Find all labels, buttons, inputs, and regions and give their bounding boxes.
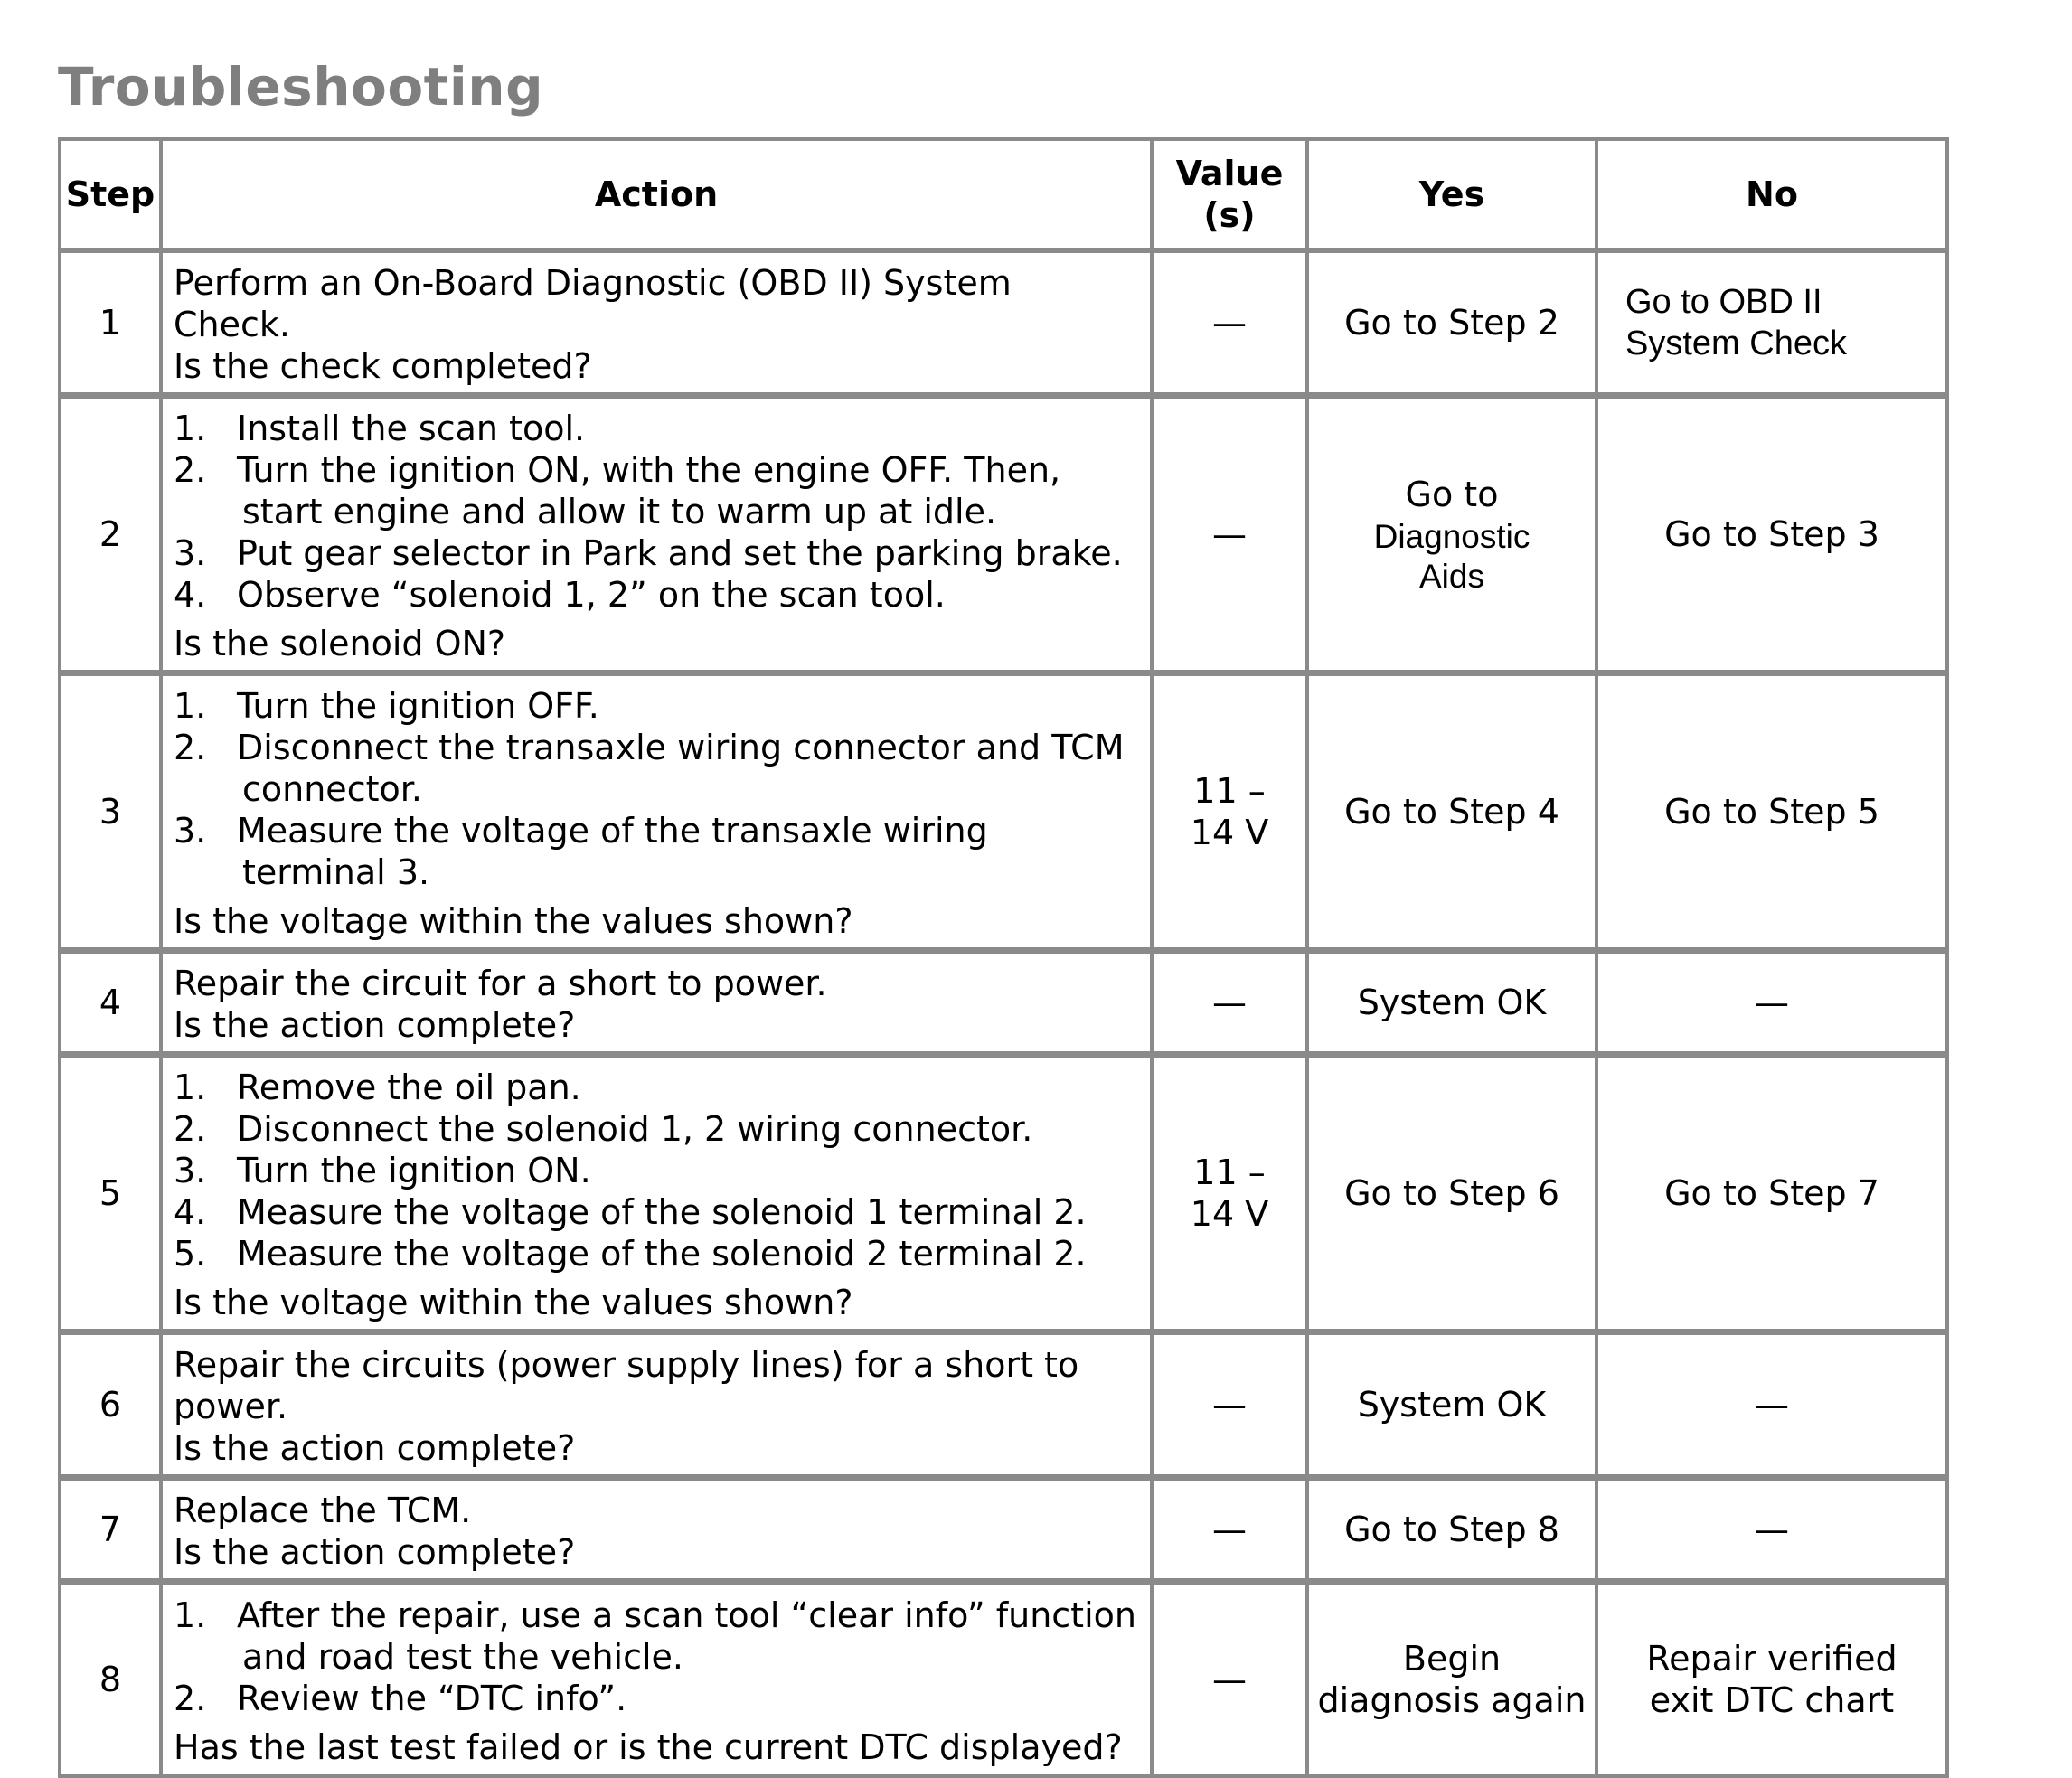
table-row: [61, 1335, 1945, 1481]
action-question: Is the voltage within the values shown?: [174, 901, 853, 941]
step-index: 1.: [174, 1595, 207, 1635]
action-steps-list: [174, 1595, 1143, 1719]
action-step: [174, 408, 1143, 449]
no-cell: [1598, 1585, 1945, 1774]
no-line: Repair verified: [1646, 1639, 1898, 1679]
action-cell: [163, 1585, 1154, 1774]
action-step: [174, 1191, 1143, 1233]
step-index: 3.: [174, 533, 207, 573]
action-steps-list: [174, 408, 1143, 616]
step-text: Disconnect the solenoid 1, 2 wiring connector.: [237, 1109, 1033, 1149]
value-cell: [1154, 1058, 1309, 1335]
action-line: Perform an On-Board Diagnostic (OBD II) System: [174, 263, 1012, 303]
step-index: 2.: [174, 728, 207, 767]
value-line: 11 –: [1193, 1152, 1266, 1192]
action-question: Is the action complete?: [174, 1005, 576, 1045]
action-question: Is the voltage within the values shown?: [174, 1283, 853, 1322]
action-cell: [163, 676, 1154, 954]
no-line: Go to OBD II: [1625, 283, 1822, 321]
step-text: and road test the vehicle.: [242, 1637, 684, 1677]
table-header-row: [61, 141, 1945, 253]
action-cell: [163, 1335, 1154, 1481]
column-header-step: Step: [61, 141, 163, 253]
step-number: 2: [61, 399, 163, 676]
step-index: 1.: [174, 686, 207, 726]
step-text: Put gear selector in Park and set the parking brake.: [237, 533, 1123, 573]
action-step: [174, 1067, 1143, 1108]
action-step: [174, 449, 1143, 532]
action-step: [174, 1150, 1143, 1191]
step-index: 2.: [174, 450, 207, 490]
action-question: Is the action complete?: [174, 1532, 576, 1572]
table-row: [61, 1481, 1945, 1585]
step-text: Measure the voltage of the solenoid 1 terminal 2.: [237, 1192, 1087, 1232]
step-index: 3.: [174, 811, 207, 851]
table-row: [61, 1585, 1945, 1774]
step-text: terminal 3.: [242, 852, 430, 892]
step-index: 4.: [174, 575, 207, 615]
step-number: 1: [61, 253, 163, 399]
step-number: 3: [61, 676, 163, 954]
action-step: [174, 532, 1143, 574]
value-line: 11 –: [1193, 771, 1266, 811]
action-step: [174, 727, 1143, 810]
action-question: Is the action complete?: [174, 1428, 576, 1468]
action-line: Replace the TCM.: [174, 1491, 472, 1530]
action-steps-list: [174, 685, 1143, 893]
step-text: Turn the ignition OFF.: [237, 686, 599, 726]
no-cell: —: [1598, 1335, 1945, 1481]
action-step: [174, 574, 1143, 616]
step-number: 4: [61, 954, 163, 1058]
step-index: 1.: [174, 409, 207, 448]
value-cell: —: [1154, 399, 1309, 676]
table-row: [61, 954, 1945, 1058]
step-text: Disconnect the transaxle wiring connector and TCM: [237, 728, 1125, 767]
action-question: Is the solenoid ON?: [174, 624, 506, 663]
action-step: [174, 1233, 1143, 1275]
action-step: [174, 1678, 1143, 1719]
step-index: 3.: [174, 1151, 207, 1190]
step-text: start engine and allow it to warm up at idle.: [242, 492, 997, 532]
action-question: Is the check completed?: [174, 346, 592, 386]
action-line: Repair the circuits (power supply lines) for a short to: [174, 1345, 1079, 1385]
action-cell: [163, 1058, 1154, 1335]
action-line: power.: [174, 1387, 288, 1426]
no-cell: [1598, 253, 1945, 399]
action-cell: [163, 253, 1154, 399]
page-title: Troubleshooting: [58, 56, 544, 118]
action-cell: [163, 1481, 1154, 1585]
yes-line: diagnosis again: [1317, 1680, 1587, 1720]
step-index: 5.: [174, 1234, 207, 1274]
table-row: [61, 399, 1945, 676]
step-text: Install the scan tool.: [237, 409, 586, 448]
action-steps-list: [174, 1067, 1143, 1275]
step-index: 2.: [174, 1109, 207, 1149]
no-cell: Go to Step 7: [1598, 1058, 1945, 1335]
step-number: 6: [61, 1335, 163, 1481]
step-text: Observe “solenoid 1, 2” on the scan tool.: [237, 575, 946, 615]
step-index: 2.: [174, 1679, 207, 1718]
step-text: connector.: [242, 769, 422, 809]
action-step: [174, 685, 1143, 727]
yes-line: Aids: [1419, 558, 1484, 595]
yes-line: Go to: [1405, 475, 1499, 514]
yes-cell: System OK: [1309, 1335, 1598, 1481]
step-number: 5: [61, 1058, 163, 1335]
yes-cell: [1309, 399, 1598, 676]
action-cell: [163, 954, 1154, 1058]
no-cell: Go to Step 5: [1598, 676, 1945, 954]
troubleshooting-table: [58, 137, 1949, 1778]
column-header-yes: Yes: [1309, 141, 1598, 253]
step-index: 1.: [174, 1068, 207, 1107]
no-cell: —: [1598, 1481, 1945, 1585]
step-number: 8: [61, 1585, 163, 1774]
action-question: Has the last test failed or is the current DTC displayed?: [174, 1727, 1123, 1767]
value-cell: —: [1154, 1335, 1309, 1481]
yes-line: Begin: [1402, 1639, 1502, 1679]
action-line: Check.: [174, 305, 290, 344]
yes-cell: Go to Step 8: [1309, 1481, 1598, 1585]
yes-line: Diagnostic: [1373, 518, 1530, 555]
step-text: Measure the voltage of the solenoid 2 terminal 2.: [237, 1234, 1087, 1274]
table-row: [61, 1058, 1945, 1335]
no-cell: Go to Step 3: [1598, 399, 1945, 676]
value-line: 14 V: [1190, 1194, 1269, 1234]
no-cell: —: [1598, 954, 1945, 1058]
step-number: 7: [61, 1481, 163, 1585]
value-cell: —: [1154, 253, 1309, 399]
step-index: 4.: [174, 1192, 207, 1232]
action-line: Repair the circuit for a short to power.: [174, 964, 827, 1003]
value-line: 14 V: [1190, 813, 1269, 852]
value-cell: —: [1154, 1585, 1309, 1774]
step-text: Turn the ignition ON.: [237, 1151, 591, 1190]
column-header-no: No: [1598, 141, 1945, 253]
step-text: After the repair, use a scan tool “clear info” function: [237, 1595, 1136, 1635]
value-cell: —: [1154, 1481, 1309, 1585]
step-text: Remove the oil pan.: [237, 1068, 581, 1107]
action-step: [174, 1595, 1143, 1678]
action-step: [174, 810, 1143, 893]
table-row: [61, 676, 1945, 954]
step-text: Turn the ignition ON, with the engine OFF. Then,: [237, 450, 1061, 490]
step-text: Measure the voltage of the transaxle wiring: [237, 811, 988, 851]
yes-cell: Go to Step 4: [1309, 676, 1598, 954]
value-cell: [1154, 676, 1309, 954]
value-cell: —: [1154, 954, 1309, 1058]
action-step: [174, 1108, 1143, 1150]
yes-cell: System OK: [1309, 954, 1598, 1058]
no-line: exit DTC chart: [1649, 1680, 1895, 1720]
no-line: System Check: [1625, 325, 1847, 362]
table-row: [61, 253, 1945, 399]
yes-cell: Go to Step 2: [1309, 253, 1598, 399]
step-text: Review the “DTC info”.: [237, 1679, 627, 1718]
column-header-action: Action: [163, 141, 1154, 253]
column-header-value: Value (s): [1154, 141, 1309, 253]
yes-cell: Go to Step 6: [1309, 1058, 1598, 1335]
action-cell: [163, 399, 1154, 676]
yes-cell: [1309, 1585, 1598, 1774]
